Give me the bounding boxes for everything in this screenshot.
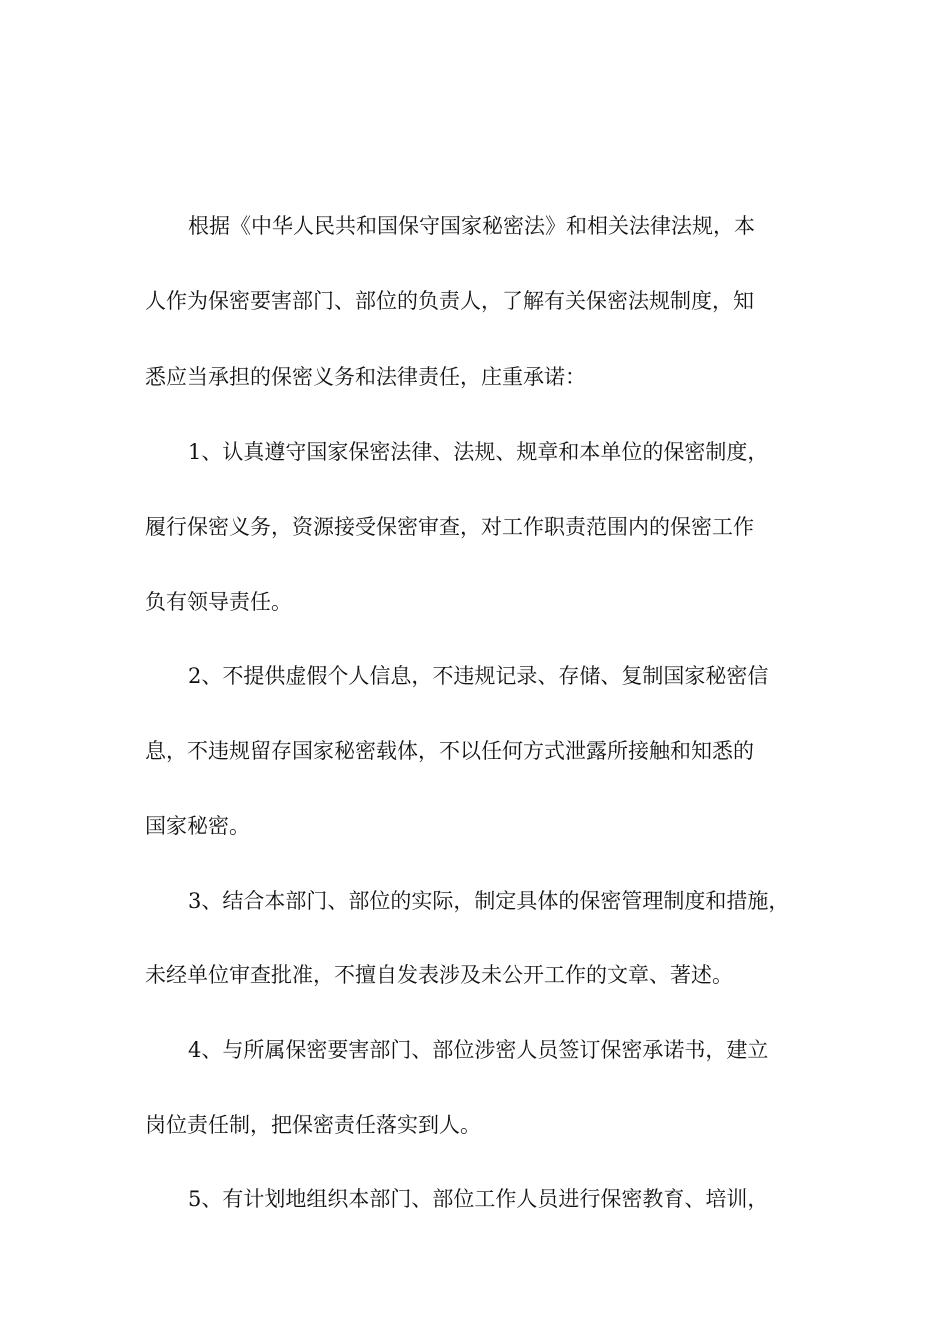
preamble-line-1: 根据《中华人民共和国保守国家秘密法》和相关法律法规，本 (188, 214, 755, 238)
item-1-line-1: 1、认真遵守国家保密法律、法规、规章和本单位的保密制度， (188, 440, 769, 464)
preamble-line-2: 人作为保密要害部门、部位的负责人，了解有关保密法规制度，知 (145, 289, 754, 313)
item-3-line-1: 3、结合本部门、部位的实际，制定具体的保密管理制度和措施， (188, 889, 790, 913)
item-5-line-1: 5、有计划地组织本部门、部位工作人员进行保密教育、培训， (188, 1187, 769, 1211)
item-4-line-1: 4、与所属保密要害部门、部位涉密人员签订保密承诺书，建立 (188, 1038, 769, 1062)
item-4-line-2: 岗位责任制，把保密责任落实到人。 (145, 1113, 481, 1137)
item-2-line-1: 2、不提供虚假个人信息，不违规记录、存储、复制国家秘密信 (188, 664, 769, 688)
item-1-line-2: 履行保密义务，资源接受保密审查，对工作职责范围内的保密工作 (145, 515, 754, 539)
item-3-line-2: 未经单位审查批准，不擅自发表涉及未公开工作的文章、著述。 (145, 963, 733, 987)
item-2-line-3: 国家秘密。 (145, 814, 250, 838)
item-1-line-3: 负有领导责任。 (145, 590, 292, 614)
item-2-line-2: 息，不违规留存国家秘密载体，不以任何方式泄露所接触和知悉的 (145, 739, 754, 763)
preamble-line-3: 悉应当承担的保密义务和法律责任，庄重承诺： (145, 365, 586, 389)
